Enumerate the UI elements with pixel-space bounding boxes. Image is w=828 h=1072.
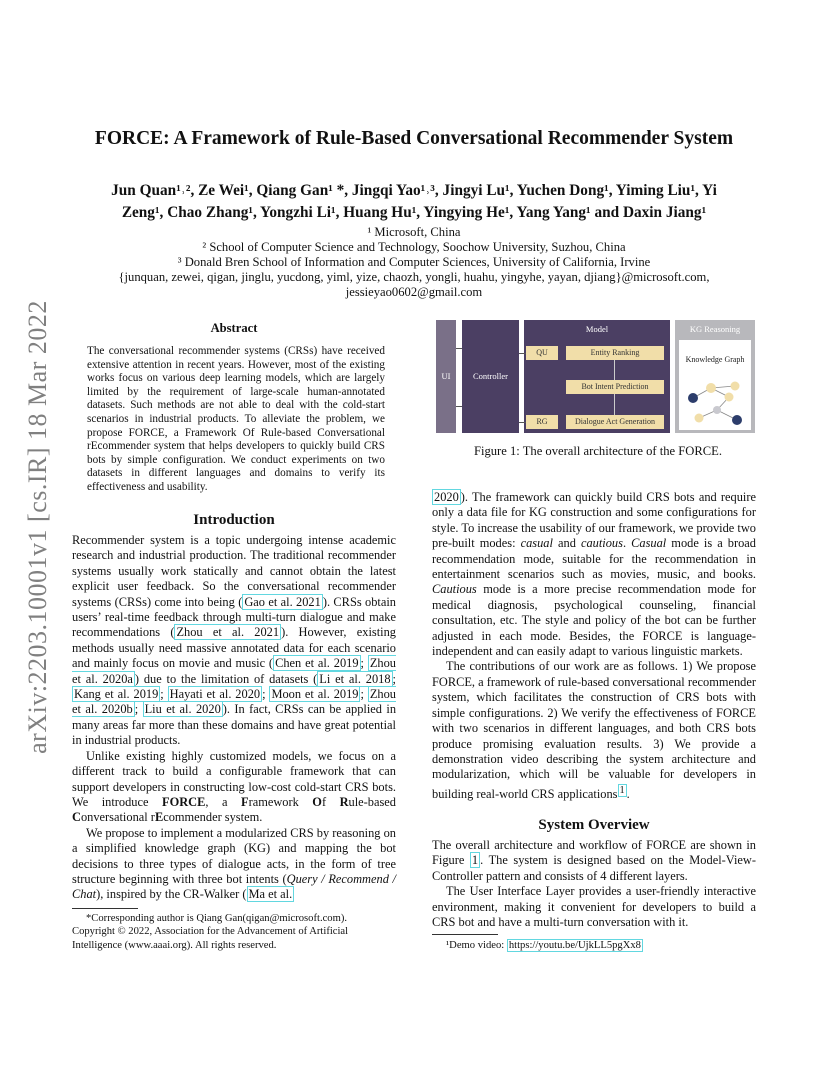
citation-link[interactable]: Chen et al. 2019: [275, 656, 359, 671]
qu-box: QU: [526, 346, 558, 360]
citation-link[interactable]: Ma et al.: [248, 887, 293, 902]
ui-layer-box: [436, 320, 456, 433]
citation-link[interactable]: Zhou et al. 2020b: [72, 687, 396, 717]
citation-link[interactable]: Li et al. 2018: [319, 671, 391, 686]
bot-intent-box: Bot Intent Prediction: [566, 380, 664, 394]
affiliation-2: ² School of Computer Science and Technology, Soochow University, Suzhou, China: [202, 240, 626, 254]
kg-reasoning-box: [675, 320, 755, 433]
arrow-ui-controller-top: [456, 348, 462, 349]
graph-node: [731, 382, 740, 391]
authors-line-1: Jun Quan¹˒², Ze Wei¹, Qiang Gan¹ *, Jingqi Yao¹˒³, Jingyi Lu¹, Yuchen Dong¹, Yiming Liu¹, Yi: [111, 182, 717, 199]
authors-line-2: Zeng¹, Chao Zhang¹, Yongzhi Li¹, Huang Hu¹, Yingying He¹, Yang Yang¹ and Daxin Jiang¹: [121, 204, 707, 221]
graph-node: [695, 414, 704, 423]
figure-ref-link[interactable]: 1: [471, 853, 479, 868]
abstract-text: The conversational recommender systems (CRSs) have received extensive attention in recent years. However, most of the existing works focus on various deep learning models, which are largely limited by the requirement of large-scale human-annotated datasets. Such methods are not able to deal with the cold-start scenarios in industrial products. To alleviate the problem, we propose FORCE, a Framework Of Rule-based Conversational rEcommender system that helps developers to quickly build CRS bots by simple configuration. We conduct experiments on two datasets in different languages and domains to verify its effectiveness and usability.: [87, 345, 385, 493]
citation-link[interactable]: Hayati et al. 2020: [169, 687, 261, 702]
controller-box: [462, 320, 519, 433]
citation-link[interactable]: Gao et al. 2021: [244, 594, 321, 609]
figure-caption: Figure 1: The overall architecture of the FORCE.: [473, 444, 723, 458]
knowledge-graph-label: Knowledge Graph: [685, 355, 745, 364]
intro-paragraph-3-cont: 2020 ). The framework can quickly build CRS bots and require only a data file for KG construction and some configurations for style. To increase the usability of our framework, we provide two pre-built modes: casual and cautious. Casual mode is a broad recommendation mode, suitable for the recommendation in entertainment scenarios such as movies, music, and books. Cautious mode is a more precise recommendation mode for medical diagnosis, psychological counseling, financial consultation, etc. The style and policy of the bot can be further adjusted in each mode. Besides, the FORCE is language-independent and can easily adapt to various linguistic markets.: [432, 490, 756, 659]
intro-body: [72, 533, 396, 903]
arrow-entity-to-intent: [614, 360, 615, 380]
citation-link[interactable]: Zhou et al. 2021: [176, 625, 280, 640]
email-line-1: {junquan, zewei, qigan, jinglu, yucdong, yiml, yize, chaozh, yongli, huahu, yingyhe, yayan, djiang}@microsoft.com,: [118, 270, 710, 284]
intro-paragraph-4: The contributions of our work are as follows. 1) We propose FORCE, a framework of rule-based conversational recommender system, which facilitates the construction of CRS bots with simple configurations. 2) We verify the effectiveness of FORCE with two scenarios in different languages, and both CRS bots produce promising evaluation results. 3) We provide a demonstration video describing the system architecture and modularization, which will be valuable for developers in building real-world CRS applications $^1$ .: [432, 659, 756, 801]
arrow-controller-qu: [519, 353, 526, 354]
citation-link[interactable]: 2020: [434, 490, 459, 504]
system-paragraph-2: The User Interface Layer provides a user-friendly interactive environment, making it convenient for developers to build a CRS bot and have a multi-turn conversation with it.: [432, 884, 756, 930]
knowledge-graph-nodes: [679, 340, 751, 430]
email-line-2: jessieyao0602@gmail.com: [345, 285, 483, 299]
citation-link[interactable]: Liu et al. 2020: [144, 702, 221, 717]
rg-box: RG: [526, 415, 558, 429]
graph-node: [725, 393, 734, 402]
arrow-ui-controller-bottom: [456, 406, 462, 407]
entity-ranking-box: Entity Ranking: [566, 346, 664, 360]
intro-paragraph-3: We propose to implement a modularized CRS by reasoning on a simplified knowledge graph (KG) and mapping the bot decisions to three types of dialogue acts, in the form of tree structure beginning with three bot intents (Query / Recommend / Chat), inspired by the CR-Walker ( Ma et al.: [72, 825, 396, 902]
demo-video-link[interactable]: https://youtu.be/UjkLL5pgXx8: [508, 940, 641, 951]
demo-video-label: ¹Demo video:: [446, 940, 507, 951]
affiliation-1: ¹ Microsoft, China: [367, 225, 461, 239]
footnote-rule-right: [432, 934, 498, 935]
system-paragraph-1: The overall architecture and workflow of FORCE are shown in Figure 1 . The system is designed based on the Model-View-Controller pattern and consists of 4 different layers.: [432, 838, 756, 883]
right-column-body: [432, 490, 756, 802]
footnotes-left: [72, 912, 398, 952]
system-overview-body: [432, 838, 756, 930]
intro-paragraph-1: Recommender system is a topic undergoing intense academic research and industrial production. The traditional recommender systems usually work statically and cannot obtain the latest explicit user feedback. So the conversational recommender systems (CRSs) come into being ( Gao et al. 2021 ). CRSs obtain users’ real-time feedback through multi-turn dialogue and make recommendations ( Zhou et al. 2021 ). However, existing methods usually need massive annotated data for each scenario and mainly focus on movie and music ( Chen et al. 2019 ; Zhou et al. 2020a ) due to the limitation of datasets ( Li et al. 2018 ; Kang et al. 2019 ; Hayati et al. 2020 ; Moon et al. 2019 ; Zhou et al. 2020b ; Liu et al. 2020 ). In fact, CRSs can be applied in many areas far more than these domains and have great potential in industrial products.: [72, 533, 397, 748]
abstract-heading: Abstract: [210, 321, 258, 335]
arrow-controller-rg: [519, 422, 526, 423]
model-box: [524, 320, 670, 433]
affiliation-3: ³ Donald Bren School of Information and Computer Sciences, University of California, Irvine: [177, 255, 651, 269]
controller-label: Controller: [473, 371, 508, 381]
paper-title: FORCE: A Framework of Rule-Based Conversational Recommender System: [94, 128, 734, 149]
corresponding-author-note: *Corresponding author is Qiang Gan(qigan@microsoft.com).: [86, 913, 348, 924]
citation-link[interactable]: Kang et al. 2019: [74, 687, 159, 702]
kg-reasoning-label: KG Reasoning: [689, 324, 741, 334]
citation-link[interactable]: Zhou et al. 2020a: [72, 656, 396, 686]
copyright-note: Copyright © 2022, Association for the Advancement of Artificial Intelligence (www.aaai.org). All rights reserved.: [72, 926, 349, 951]
architecture-figure: [436, 318, 760, 434]
graph-node: [706, 383, 716, 393]
graph-node: [732, 415, 742, 425]
footnote-rule: [72, 908, 138, 909]
knowledge-graph-panel: [679, 340, 751, 430]
model-label: Model: [585, 324, 609, 334]
arxiv-identifier: arXiv:2203.10001v1 [cs.IR] 18 Mar 2022: [23, 300, 52, 754]
graph-node: [713, 406, 721, 414]
dialogue-act-box: Dialogue Act Generation: [566, 415, 664, 429]
footnote-ref-link[interactable]: 1: [619, 784, 625, 796]
ui-label: UI: [441, 371, 451, 381]
author-list: [72, 180, 756, 224]
graph-node: [688, 393, 698, 403]
footnote-right: [446, 939, 756, 952]
arrow-intent-to-act: [614, 394, 615, 415]
system-overview-heading: System Overview: [538, 817, 650, 833]
intro-paragraph-2: Unlike existing highly customized models, we focus on a different track to build a configurable framework that can support developers in constructing low-cost cold-start CRS bots. We introduce FORCE, a Framework Of Rule-based Conversational rEcommender system.: [72, 748, 396, 825]
citation-link[interactable]: Moon et al. 2019: [271, 687, 359, 702]
intro-heading: Introduction: [193, 512, 275, 528]
